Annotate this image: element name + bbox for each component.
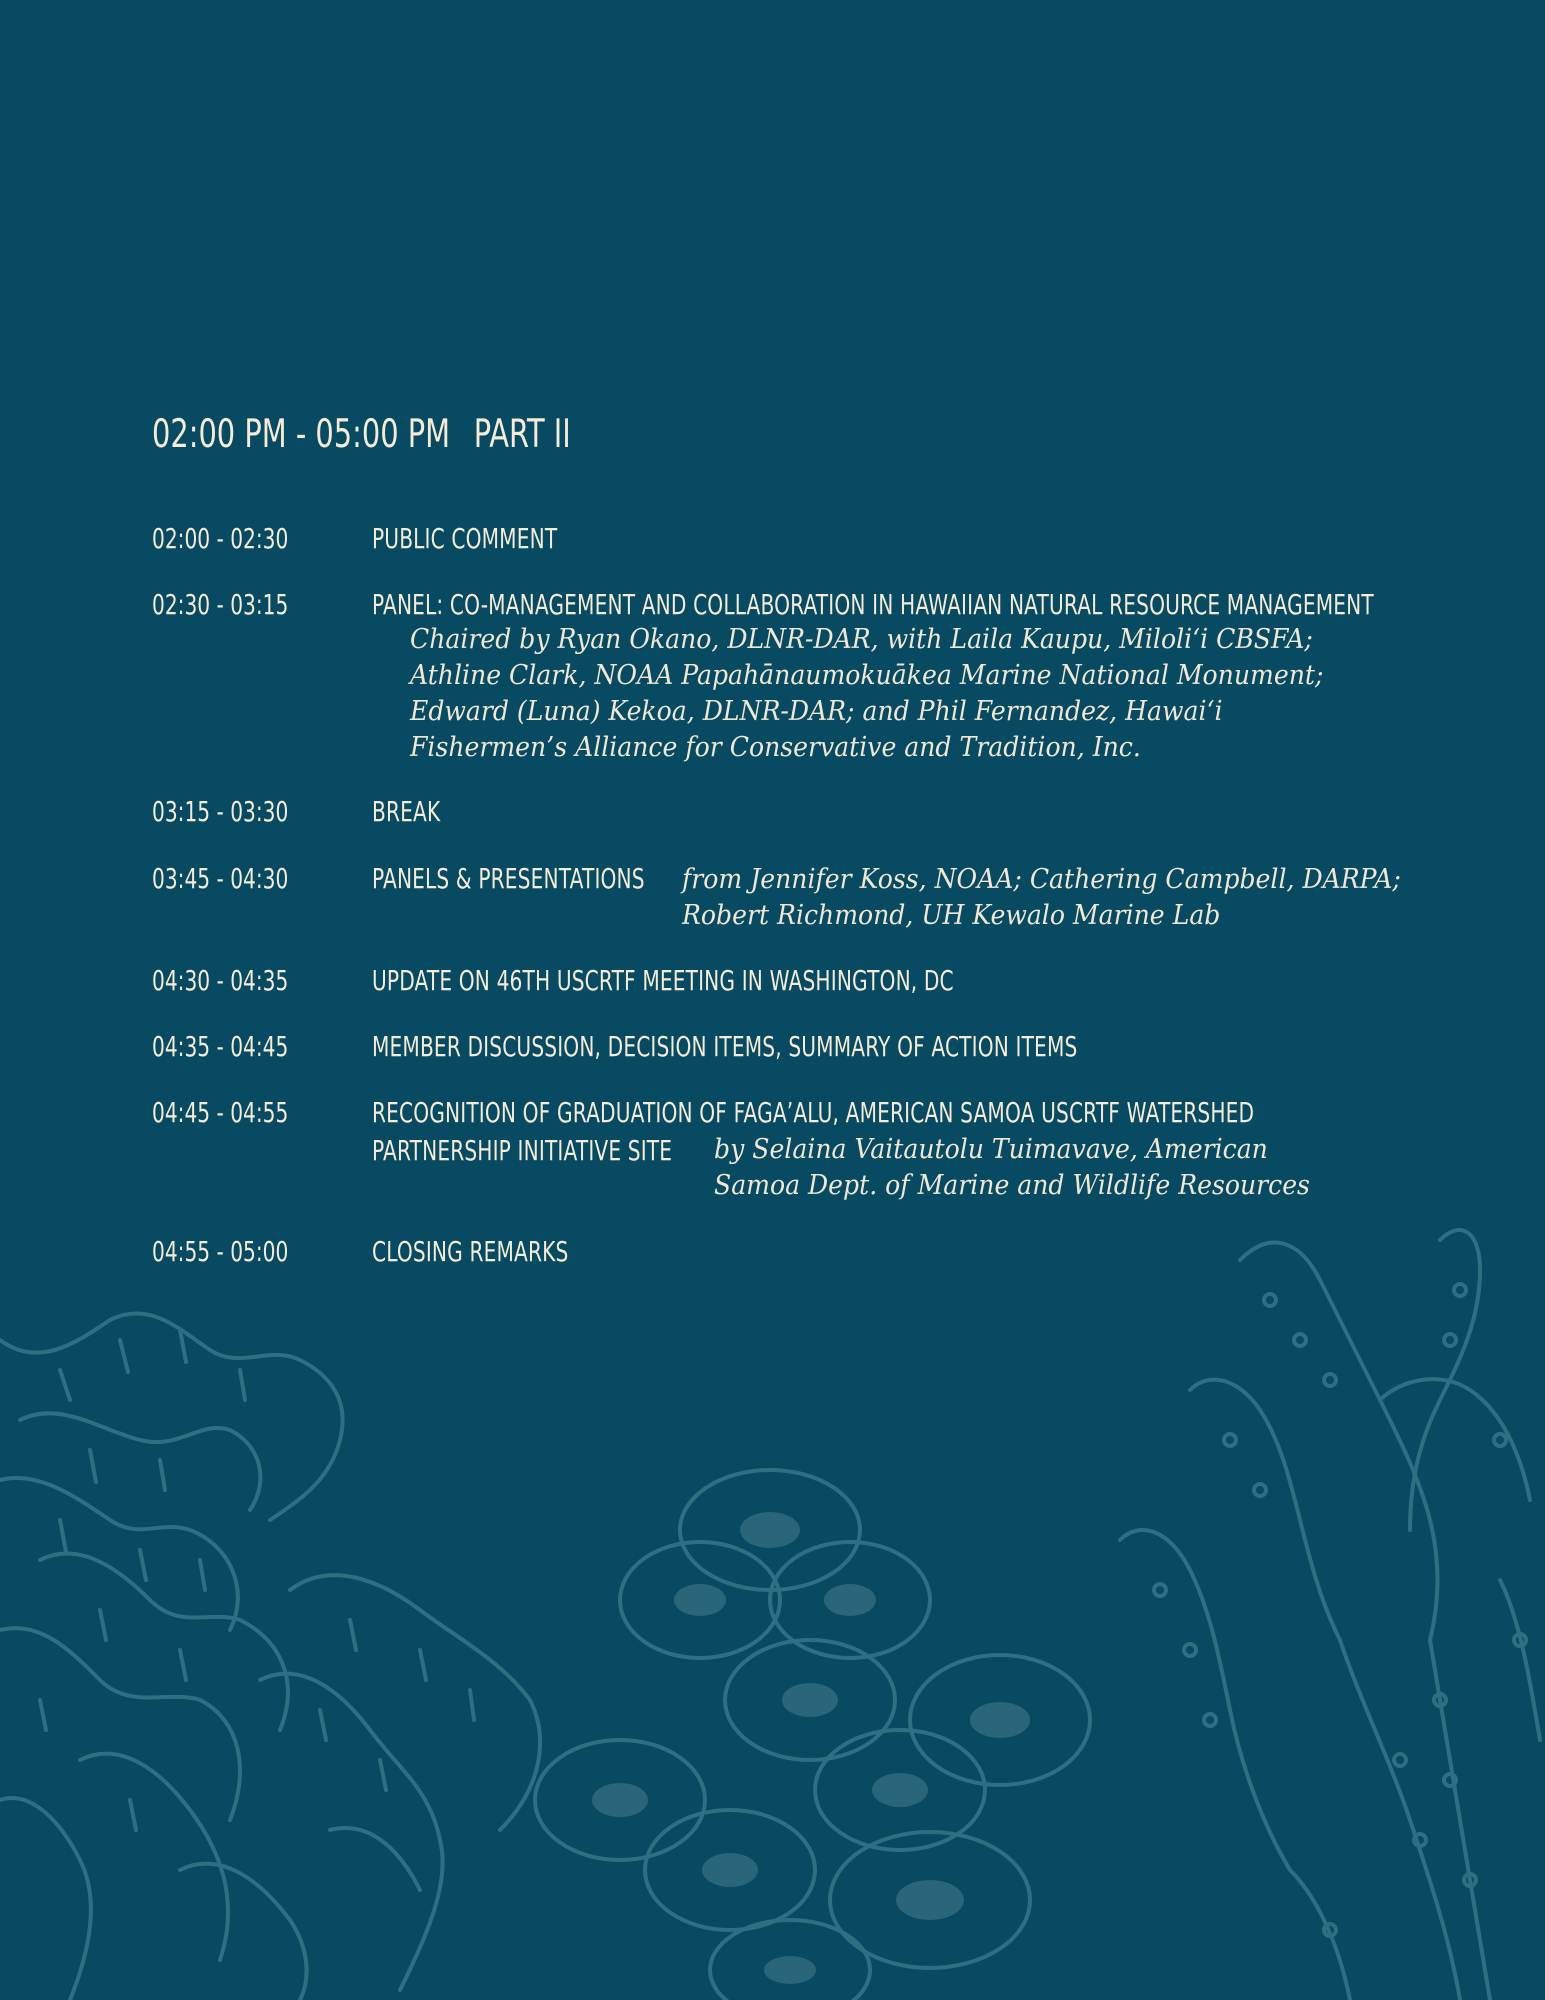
branching-coral-drawing	[1120, 1230, 1540, 2000]
agenda-title: BREAK	[372, 795, 441, 828]
agenda-time: 04:30 - 04:35	[152, 964, 289, 997]
agenda-title: UPDATE ON 46TH USCRTF MEETING IN WASHINGTON, DC	[372, 964, 954, 997]
description-line: Edward (Luna) Kekoa, DLNR-DAR; and Phil Fernandez, Hawaiʻi	[410, 696, 1223, 727]
agenda-title: PANELS & PRESENTATIONS	[372, 862, 645, 895]
agenda-time: 02:30 - 03:15	[152, 588, 289, 621]
agenda-description	[714, 1132, 1310, 1204]
agenda-description	[682, 862, 1401, 934]
agenda-time: 04:55 - 05:00	[152, 1235, 289, 1268]
agenda-time: 02:00 - 02:30	[152, 522, 289, 555]
agenda-time: 03:15 - 03:30	[152, 795, 289, 828]
session-time-range: 02:00 PM - 05:00 PM	[152, 412, 451, 457]
agenda-title: MEMBER DISCUSSION, DECISION ITEMS, SUMMARY OF ACTION ITEMS	[372, 1030, 1078, 1063]
lettuce-coral-drawing	[0, 1313, 540, 2000]
description-line: Fishermen’s Alliance for Conservative and Tradition, Inc.	[410, 732, 1141, 763]
description-line: from Jennifer Koss, NOAA; Cathering Campbell, DARPA;	[682, 864, 1401, 895]
description-line: Robert Richmond, UH Kewalo Marine Lab	[682, 900, 1221, 931]
description-line: Chaired by Ryan Okano, DLNR-DAR, with Laila Kaupu, Miloliʻi CBSFA;	[410, 624, 1313, 655]
session-part-label: PART II	[473, 412, 571, 457]
agenda-description	[410, 622, 1323, 766]
description-line: by Selaina Vaitautolu Tuimavave, American	[714, 1134, 1268, 1165]
agenda-title: RECOGNITION OF GRADUATION OF FAGA’ALU, AMERICAN SAMOA USCRTF WATERSHED	[372, 1096, 1255, 1129]
agenda-time: 04:35 - 04:45	[152, 1030, 289, 1063]
description-line: Athline Clark, NOAA Papahānaumokuākea Marine National Monument;	[410, 660, 1324, 691]
agenda-time: 03:45 - 04:30	[152, 862, 289, 895]
agenda-title: CLOSING REMARKS	[372, 1235, 569, 1268]
agenda-time: 04:45 - 04:55	[152, 1096, 289, 1129]
agenda-title: PANEL: CO-MANAGEMENT AND COLLABORATION IN HAWAIIAN NATURAL RESOURCE MANAGEMENT	[372, 588, 1374, 621]
description-line: Samoa Dept. of Marine and Wildlife Resources	[714, 1170, 1310, 1201]
agenda-title-continued: PARTNERSHIP INITIATIVE SITE	[372, 1134, 673, 1167]
mushroom-coral-drawing	[535, 1470, 1090, 2000]
agenda-title: PUBLIC COMMENT	[372, 522, 558, 555]
session-heading	[152, 412, 571, 457]
